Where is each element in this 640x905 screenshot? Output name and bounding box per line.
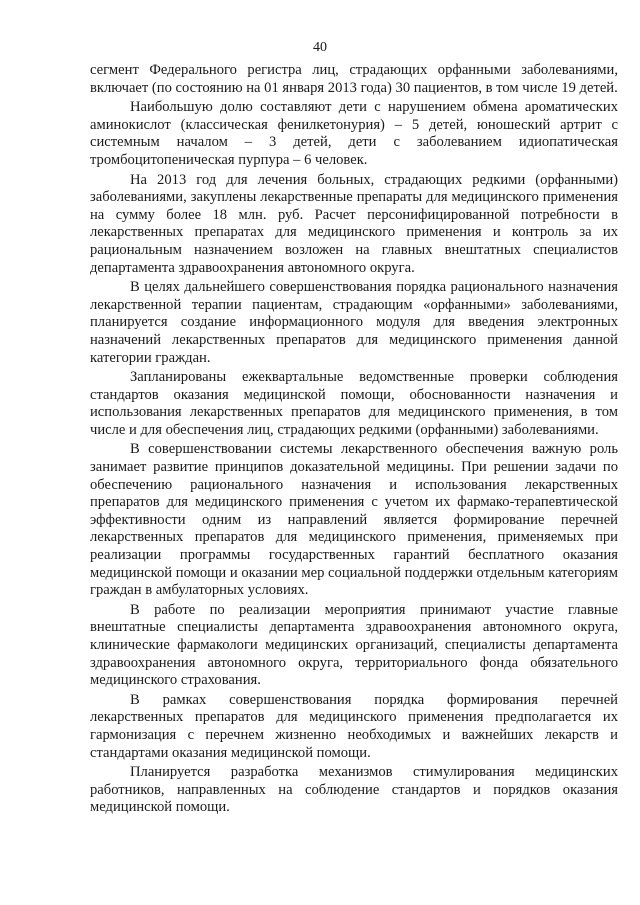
paragraph: Запланированы ежеквартальные ведомственные проверки соблюдения стандартов оказания медицинской помощи, обоснованности назначения и использования лекарственных препаратов для медицинского применения, в том числе и для обеспечения лиц, страдающих редкими (орфанными) заболеваниями. [90, 369, 618, 438]
document-body [90, 62, 618, 817]
page-number: 40 [313, 40, 327, 55]
paragraph: В целях дальнейшего совершенствования порядка рационального назначения лекарственной терапии пациентам, страдающим «орфанными» заболеваниями, планируется создание информационного модуля для введения электронных назначений лекарственных препаратов для медицинского применения данной категории граждан. [90, 279, 618, 366]
paragraph: Планируется разработка механизмов стимулирования медицинских работников, направленных на соблюдение стандартов и порядков оказания медицинской помощи. [90, 764, 618, 816]
paragraph: Наибольшую долю составляют дети с нарушением обмена ароматических аминокислот (классическая фенилкетонурия) – 5 детей, юношеский артрит с системным началом – 3 детей, дети с заболеванием идиопатическая тромбоцитопеническая пурпура – 6 человек. [90, 99, 618, 168]
paragraph: В совершенствовании системы лекарственного обеспечения важную роль занимает развитие принципов доказательной медицины. При решении задачи по обеспечению рационального назначения и использования лекарственных препаратов для медицинского применения с учетом их фармако-терапевтической эффективности одним из направлений является формирование перечней лекарственных препаратов для медицинского применения, применяемых при реализации программы государственных гарантий бесплатного оказания медицинской помощи и оказании мер социальной поддержки отдельным категориям граждан в амбулаторных условиях. [90, 441, 618, 599]
paragraph: В работе по реализации мероприятия принимают участие главные внештатные специалисты департамента здравоохранения автономного округа, клинические фармакологи медицинских организаций, специалисты департамента здравоохранения автономного округа, территориального фонда обязательного медицинского страхования. [90, 601, 618, 689]
paragraph: На 2013 год для лечения больных, страдающих редкими (орфанными) заболеваниями, закуплены лекарственные препараты для медицинского применения на сумму более 18 млн. руб. Расчет персонифицированной потребности в лекарственных препаратах для медицинского применения и контроль за их рациональным назначением возложен на главных внештатных специалистов департамента здравоохранения автономного округа. [90, 171, 618, 276]
paragraph-continued: сегмент Федерального регистра лиц, страдающих орфанными заболеваниями, включает (по состоянию на 01 января 2013 года) 30 пациентов, в том числе 19 детей. [90, 62, 618, 96]
paragraph: В рамках совершенствования порядка формирования перечней лекарственных препаратов для медицинского применения предполагается их гармонизация с перечнем жизненно необходимых и важнейших лекарств и стандартами оказания медицинской помощи. [90, 691, 618, 761]
